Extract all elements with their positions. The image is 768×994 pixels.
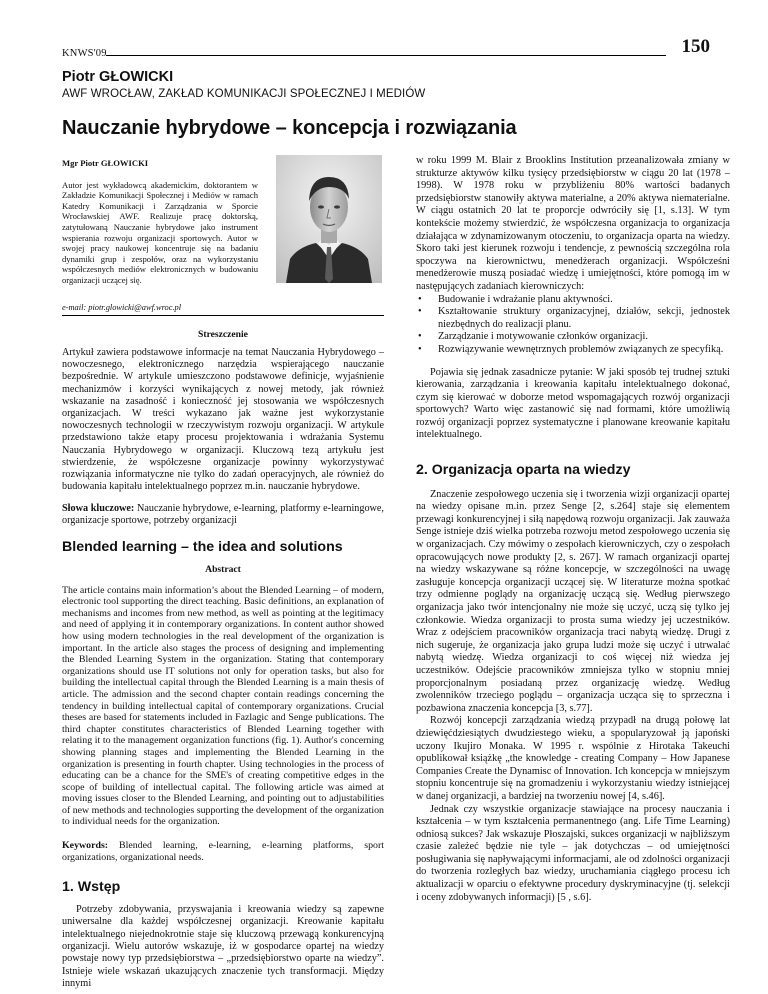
left-column <box>62 155 384 991</box>
bio-text-block <box>62 155 258 314</box>
bio-name: Mgr Piotr GŁOWICKI <box>62 158 149 168</box>
bio-paragraph: Autor jest wykładowcą akademickim, doktorantem w Zakładzie Komunikacji Społecznej i Mediów w ramach Katedry Komunikacji i Zarządzania w Sporcie Wrocławskiej AWF. Realizuje pracę doktorską, zatytułowaną Nauczanie hybrydowe jako instrument wspierania rozwoju organizacji sportowych. Autor w swojej pracy naukowej koncentruje się na badaniu dynamiki grup i zespołów, oraz na wykorzystaniu współczesnych mediów elektronicznych w budowaniu organizacji uczącej się. <box>62 179 258 285</box>
bio-divider <box>62 315 384 316</box>
section1-heading: 1. Wstęp <box>62 879 121 896</box>
list-item: • Rozwiązywanie wewnętrznych problemów związanych ze specyfiką. <box>416 344 730 357</box>
author-affiliation: AWF WROCŁAW, ZAKŁAD KOMUNIKACJI SPOŁECZNEJ I MEDIÓW <box>62 88 426 100</box>
right-paragraph-1: w roku 1999 M. Blair z Brooklins Institution przeanalizowała zmiany w strukturze aktywów kilku tysięcy przedsiębiorstw w ciągu 20 lat (1978 – 1998). W 1978 roku w przybliżeniu 80% wartości badanych przedsiębiorstw stanowiły aktywa materialne, a 20% aktywa niematerialne. W ciągu ostatnich 20 lat te proporcje odwróciły się [1, s.13]. W tym kontekście możemy stwierdzić, że współczesna organizacja to organizacja działająca w zdynamizowanym otoczeniu, to organizacja oparta na wiedzy. Skoro taki jest kierunek rozwoju i tendencje, z pewnością szczególna rola spoczywa na kierownictwu, menedżerach organizacji. Współcześni menedżerowie muszą posiadać wiedzę i umiejętności, które pomogą im w następujących zadaniach kierowniczych: <box>416 155 730 292</box>
keywords-pl-text: Nauczanie hybrydowe, e-learning, platformy e-learningowe, organizacje sportowe, potrzeby organizacji <box>62 503 384 527</box>
keywords-pl-label: Słowa kluczowe: <box>62 503 135 514</box>
right-column <box>416 155 730 904</box>
paper-title: Nauczanie hybrydowe – koncepcja i rozwiązania <box>62 117 517 139</box>
author-name: Piotr GŁOWICKI <box>62 69 174 85</box>
page-header <box>62 36 710 66</box>
section1-text: Potrzeby zdobywania, przyswajania i kreowania wiedzy są zapewne uniwersalne dla każdej współczesnej organizacji. Kreowanie kapitału intelektualnego niejednokrotnie staje się kluczową przewagą konkurencyjną organizacji. Wielu autorów wskazuje, iż w gospodarce opartej na wiedzy powstaje nowy typ przedsiębiorstwa – „przedsiębiorstwo oparte na wiedzy”. Istnieje wiele wskazań ukazujących znaczenie tych transformacji. Między innymi <box>62 903 384 990</box>
page-number: 150 <box>681 36 710 57</box>
section2-paragraph-1: Znaczenie zespołowego uczenia się i tworzenia wizji organizacji opartej na wiedzy opisane m.in. przez Senge [2, s.264] staje się elementem przewagi konkurencyjnej i siłą napędową rozwoju organizacji. Jak zauważa Senge istnieje dziś wielka potrzeba rozwoju metod zespołowego uczenia się w organizacjach. Czy mówimy o zespołach kierowniczych, czy o zespołach opracowujących nowe produkty [2, s. 267]. W ramach organizacji opartej na wiedzy wskazywane są różne koncepcje, w szczególności na uwagę zasługuje koncepcja organizacji uczącej się. W literaturze można spotkać trzy odmienne poglądy na organizację uczącą się. Według pierwszego organizacja jako twór intencjonalny nie może się uczyć, uczą się tylko jej członkowie. Wiedza organizacji to prosta suma wiedzy jej uczestników. Wraz z odejściem pracowników organizacja traci nabytą wiedzę. Drugi z nich sugeruje, że organizacja jako grupa ludzi może się uczyć i utrwalać nabytą wiedzę. Wiedza organizacji to coś więcej niż wiedza jej uczestników. Odejście pracowników zmniejsza tylko w stopniu mniej proporcjonalnym posiadaną przez organizację wiedzę. Według zwolenników trzeciego poglądu – organizacja ucząca się to sprzeczna i pozbawiona znaczenia koncepcja [3, s.77]. <box>416 488 730 714</box>
author-photo <box>276 155 382 283</box>
section2-paragraph-2: Rozwój koncepcji zarządzania wiedzą przypadł na drugą połowę lat dziewięćdziesiątych dwudziestego wieku, a spopularyzował ją japoński uczony Ikujiro Monaka. W 1995 r. wspólnie z Hirotaka Takeuchi opublikował książkę „the knowledge - creating Company – How Japanese Companies Create the Dynamisc of Innovation. Ich koncepcja w mniejszym stopniu koncentruje się na gromadzeniu i wykorzystaniu wiedzy istniejącej w danej organizacji, a bardziej na tworzeniu nowej [4, s.46]. <box>416 715 730 802</box>
keywords-en-label: Keywords: <box>62 840 109 852</box>
right-paragraph-2: Pojawia się jednak zasadnicze pytanie: W jaki sposób tej trudnej sztuki kierowania, zarządzania i kreowania kapitału intelektualnego dokonać, czym się kierować w doborze metod wspomagających rozwój organizacji sportowych? Warto więc zastanowić się nad formami, które umożliwią rozwój organizacji poprzez systematyczne i planowane kreowanie kapitału intelektualnego. <box>416 366 730 441</box>
list-item: • Zarządzanie i motywowanie członków organizacji. <box>416 331 730 344</box>
english-title: Blended learning – the idea and solutions <box>62 539 343 556</box>
bio-email: e-mail: piotr.glowicki@awf.wroc.pl <box>62 302 182 312</box>
streszczenie-text: Artykuł zawiera podstawowe informacje na temat Nauczania Hybrydowego – nowoczesnego, elektronicznego narzędzia wspierającego nauczanie bezpośrednie. W artykule umieszczono podstawowe definicje, wyjaśnienie mechanizmów i korzyści wynikających z nowej metody, jak również wskazanie na zasadność i konieczność jej stosowania we współczesnych organizacjach. W treści wykazano jak ważne jest wykorzystanie nowoczesnych technologii w rzeczywistym rozwoju organizacji. W artykule przedstawiono także etapy procesu projektowania i wdrażania Systemu Nauczania Hybrydowego w organizacji. Kluczową tezą artykułu jest stwierdzenie, że współczesne organizacje powinny wykorzystywać rozwiązania informatyczne nie tylko do zadań operacyjnych, ale również do budowania kapitału intelektualnego poprzez m.in. nauczanie hybrydowe. <box>62 347 384 493</box>
task-list <box>416 294 730 357</box>
section2-body <box>416 489 730 905</box>
keywords-pl <box>62 503 384 527</box>
author-bio-box <box>62 155 384 493</box>
list-item: • Budowanie i wdrażanie planu aktywności. <box>416 294 730 307</box>
streszczenie-heading: Streszczenie <box>198 329 248 340</box>
keywords-en-text: Blended learning, e-learning, e-learning platforms, sport organizations, organizational needs. <box>62 840 384 863</box>
section2-paragraph-3: Jednak czy wszystkie organizacje stawiające na procesy nauczania i kształcenia – w tym kształcenia permanentnego (ang. Life Time Learning) odniosą sukces? Jak wskazuje Płoszajski, sukces organizacji w najbliższym czasie zależeć będzie nie tyle – jak dotychczas – od umiejętności posługiwania się napływającymi informacjami, ale od zdolności organizacji do tworzenia rozległych baz wiedzy, uruchamiania ciągłego procesu ich aktualizacji w oparciu o efektywne procedury dyskryminacyjne (tj. selekcji i oceny zdobywanych informacji) [5 , s.6]. <box>416 803 730 903</box>
section2-heading: 2. Organizacja oparta na wiedzy <box>416 462 631 479</box>
abstract-text: The article contains main information’s about the Blended Learning – of modern, electronic tool supporting the direct teaching. Basic definitions, an explanation of mechanisms and incomes from new method, as well as pointing at the legitimacy and need of applying it in contemporary organizations. In content author showed how using modern technologies in the real development of the organization is important. In the article also stages the process of designing and implementing the Blended Learning System in the organization. Stating that contemporary organizations should use IT solutions not only for operation tasks, but also for building the intellectual capital through the Blended Learning is a main thesis of article. The admission and the second chapter contain readings concerning the tendency in building intellectual capital of contemporary organizations. Crucial theses are based for statements included in Fazlagic and Senge publications. The third chapter constitutes characteristics of Blended Learning together with relating it to the management organization functions (fig. 1). Author's concerning showing planning stages and implementing the Blended Learning in the organization is presenting in fourth chapter. Using technologies in the process of educating can be a chance for the SME's of creating competitive edges in the scope of building of intellectual capital. The following article was aimed at moving issues closer to the Blended Learning, and pointing out to adjustabilities of new methods and technologies supporting the development of the organization to individual needs for the organization. <box>62 584 384 828</box>
header-rule <box>106 55 666 56</box>
keywords-en <box>62 840 384 863</box>
list-item: • Kształtowanie struktury organizacyjnej, działów, sekcji, jednostek niezbędnych do realizacji planu. <box>416 306 730 331</box>
abstract-heading: Abstract <box>205 564 241 575</box>
conference-label: KNWS'09 <box>62 48 107 59</box>
